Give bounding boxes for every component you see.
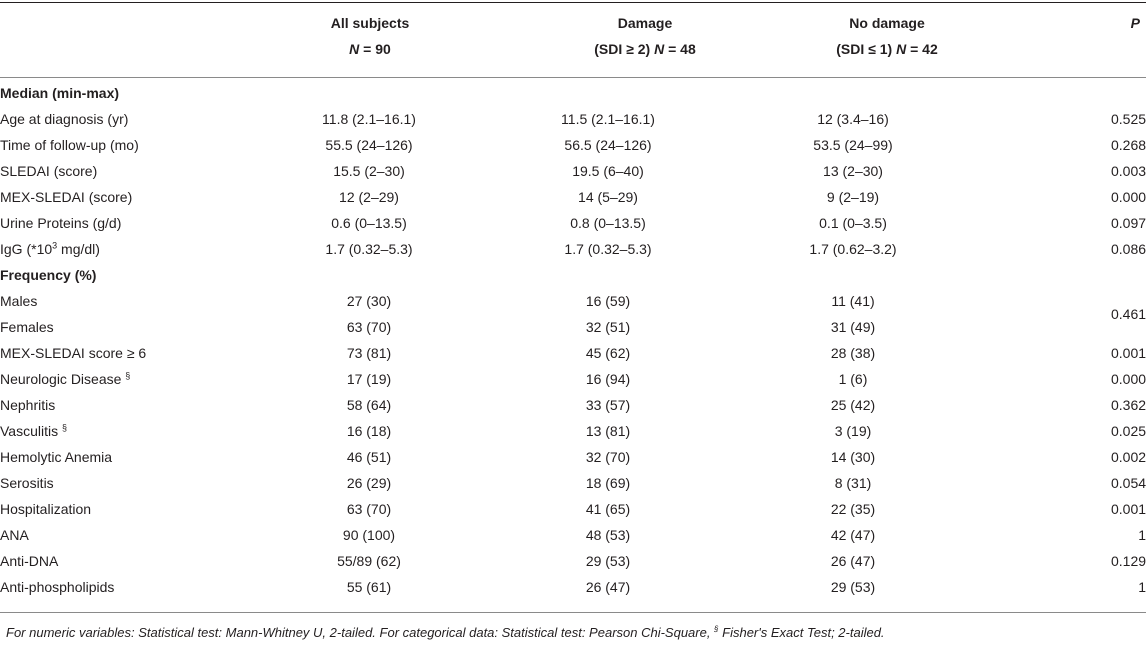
cell-damage: 14 (5–29) (578, 189, 638, 205)
table-row (0, 470, 1146, 496)
row-label: Males (0, 293, 38, 309)
cell-damage: 56.5 (24–126) (564, 137, 652, 153)
cell-all: 63 (70) (346, 319, 392, 335)
cell-no-damage: 0.1 (0–3.5) (819, 215, 887, 231)
cell-damage: 16 (59) (585, 293, 631, 309)
cell-p: 0.097 (1110, 215, 1146, 231)
row-label: Serositis (0, 475, 54, 491)
cell-p: 0.054 (1110, 475, 1146, 491)
header-all-subjects-n: N = 90 (349, 41, 391, 57)
table-row (0, 184, 1146, 210)
cell-no-damage: 22 (35) (830, 501, 876, 517)
cell-all: 17 (19) (346, 371, 392, 387)
header-no-damage-n: (SDI ≤ 1) N = 42 (836, 41, 938, 57)
cell-damage: 32 (51) (585, 319, 631, 335)
section-row-frequency (0, 262, 1146, 288)
row-label: ANA (0, 527, 29, 543)
row-label: Hemolytic Anemia (0, 449, 113, 465)
cell-no-damage: 28 (38) (830, 345, 876, 361)
table-row (0, 418, 1146, 444)
table-row (0, 366, 1146, 392)
header-damage (530, 14, 760, 58)
row-label: Anti-DNA (0, 553, 59, 569)
table-row (0, 288, 1146, 314)
cell-all: 1.7 (0.32–5.3) (325, 241, 413, 257)
cell-damage: 1.7 (0.32–5.3) (564, 241, 652, 257)
cell-p: 0.000 (1110, 189, 1146, 205)
cell-no-damage: 9 (2–19) (826, 189, 880, 205)
cell-all: 16 (18) (346, 423, 392, 439)
cell-all: 55/89 (62) (337, 553, 401, 569)
section-label-frequency: Frequency (%) (0, 267, 97, 283)
cell-all: 11.8 (2.1–16.1) (322, 111, 416, 127)
row-label: Hospitalization (0, 501, 92, 517)
row-label: Age at diagnosis (yr) (0, 111, 129, 127)
header-damage-title: Damage (617, 15, 673, 31)
cell-no-damage: 25 (42) (830, 397, 876, 413)
cell-all: 15.5 (2–30) (333, 163, 405, 179)
cell-p: 0.025 (1110, 423, 1146, 439)
table-row (0, 132, 1146, 158)
cell-all: 55 (61) (346, 579, 392, 595)
cell-all: 55.5 (24–126) (325, 137, 413, 153)
table-row (0, 522, 1146, 548)
row-label: IgG ($*10^3$ mg/dl) (0, 240, 100, 257)
table-row (0, 340, 1146, 366)
cell-damage: 29 (53) (585, 553, 631, 569)
cell-all: 46 (51) (346, 449, 392, 465)
cell-no-damage: 13 (2–30) (823, 163, 883, 179)
table-footnote: For numeric variables: Statistical test: Mann-Whitney U, 2-tailed. For categorical data: Statistical test: Pearson Chi-Square, § Fisher's Exact Test; 2-tailed. (6, 624, 885, 640)
cell-no-damage: 1.7 (0.62–3.2) (809, 241, 897, 257)
row-label: Females (0, 319, 54, 335)
cell-no-damage: 3 (19) (834, 423, 872, 439)
table-row (0, 574, 1146, 600)
cell-no-damage: 31 (49) (830, 319, 876, 335)
cell-damage: 18 (69) (585, 475, 631, 491)
header-no-damage (772, 14, 1002, 58)
table-row (0, 444, 1146, 470)
cell-no-damage: 14 (30) (830, 449, 876, 465)
results-table (0, 80, 1146, 600)
cell-p: 0.086 (1110, 241, 1146, 257)
cell-p-sex: 0.461 (1110, 306, 1146, 322)
cell-no-damage: 29 (53) (830, 579, 876, 595)
cell-no-damage: 42 (47) (830, 527, 876, 543)
row-label: Neurologic Disease § (0, 370, 131, 387)
cell-all: 73 (81) (346, 345, 392, 361)
header-p: P (1130, 15, 1140, 31)
cell-all: 58 (64) (346, 397, 392, 413)
cell-no-damage: 11 (41) (831, 293, 875, 309)
cell-p: 1 (1138, 579, 1146, 595)
cell-p: 0.001 (1110, 501, 1146, 517)
header-rule (0, 77, 1146, 78)
cell-damage: 33 (57) (585, 397, 631, 413)
cell-damage: 48 (53) (585, 527, 631, 543)
table-row (0, 236, 1146, 262)
row-label: Anti-phospholipids (0, 579, 115, 595)
header-all-subjects-title: All subjects (330, 15, 410, 31)
table-row (0, 496, 1146, 522)
cell-all: 26 (29) (346, 475, 392, 491)
cell-p: 0.525 (1110, 111, 1146, 127)
cell-p: 0.000 (1110, 371, 1146, 387)
cell-damage: 41 (65) (585, 501, 631, 517)
header-all-subjects (290, 14, 450, 58)
bottom-rule (0, 612, 1146, 613)
row-label: Urine Proteins (g/d) (0, 215, 122, 231)
cell-p: 0.003 (1110, 163, 1146, 179)
row-label: MEX-SLEDAI (score) (0, 189, 133, 205)
row-label: MEX-SLEDAI score ≥ 6 (0, 345, 147, 361)
cell-no-damage: 8 (31) (834, 475, 872, 491)
cell-all: 90 (100) (342, 527, 396, 543)
cell-p: 1 (1138, 527, 1146, 543)
cell-no-damage: 26 (47) (830, 553, 876, 569)
cell-p: 0.001 (1110, 345, 1146, 361)
row-label: SLEDAI (score) (0, 163, 98, 179)
table-row (0, 106, 1146, 132)
cell-all: 12 (2–29) (339, 189, 399, 205)
cell-damage: 13 (81) (585, 423, 631, 439)
cell-p: 0.129 (1110, 553, 1146, 569)
cell-damage: 26 (47) (585, 579, 631, 595)
cell-all: 63 (70) (346, 501, 392, 517)
cell-all: 0.6 (0–13.5) (331, 215, 407, 231)
table-row (0, 548, 1146, 574)
cell-damage: 32 (70) (585, 449, 631, 465)
top-rule (0, 2, 1146, 3)
table-row (0, 392, 1146, 418)
table-row (0, 210, 1146, 236)
cell-damage: 11.5 (2.1–16.1) (561, 111, 655, 127)
section-label-median: Median (min-max) (0, 85, 120, 101)
section-row-median (0, 80, 1146, 106)
cell-damage: 45 (62) (585, 345, 631, 361)
cell-damage: 16 (94) (585, 371, 631, 387)
row-label: Nephritis (0, 397, 56, 413)
cell-p: 0.002 (1110, 449, 1146, 465)
cell-damage: 19.5 (6–40) (572, 163, 644, 179)
row-label: Time of follow-up (mo) (0, 137, 139, 153)
table-row (0, 158, 1146, 184)
cell-p: 0.268 (1110, 137, 1146, 153)
cell-damage: 0.8 (0–13.5) (570, 215, 646, 231)
header-no-damage-title: No damage (849, 15, 925, 31)
cell-no-damage: 1 (6) (838, 371, 868, 387)
cell-p: 0.362 (1110, 397, 1146, 413)
cell-all: 27 (30) (346, 293, 392, 309)
cell-no-damage: 12 (3.4–16) (817, 111, 889, 127)
cell-no-damage: 53.5 (24–99) (813, 137, 893, 153)
header-damage-n: (SDI ≥ 2) N = 48 (594, 41, 696, 57)
row-label: Vasculitis § (0, 422, 67, 439)
